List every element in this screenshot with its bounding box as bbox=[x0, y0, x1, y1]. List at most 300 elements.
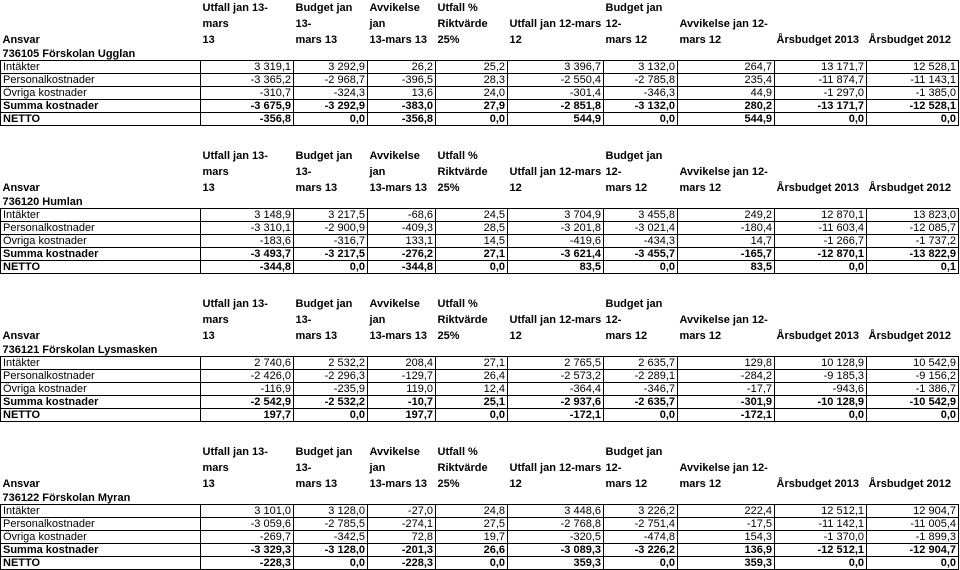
table-cell: 119,0 bbox=[368, 383, 436, 396]
unit-title: 736121 Förskolan Lysmasken bbox=[2, 344, 158, 356]
column-header-line: 13 bbox=[202, 34, 215, 46]
column-header bbox=[604, 148, 678, 196]
table-cell: -11 603,4 bbox=[775, 222, 867, 235]
row-label: Personalkostnader bbox=[1, 74, 201, 87]
column-header-line: mars 12 bbox=[605, 478, 648, 490]
table-row bbox=[1, 544, 959, 557]
column-header-line: 13 bbox=[202, 478, 215, 490]
table-cell: 0,0 bbox=[775, 261, 867, 274]
table-cell: 264,7 bbox=[678, 61, 775, 74]
table-cell: -12 870,1 bbox=[775, 248, 867, 261]
column-header-line: Budget jan 12- bbox=[605, 150, 663, 178]
table-cell: -228,3 bbox=[368, 557, 436, 570]
table-cell: -474,8 bbox=[604, 531, 678, 544]
table-cell: -3 226,2 bbox=[604, 544, 678, 557]
column-header bbox=[1, 444, 201, 492]
table-cell: -2 296,3 bbox=[294, 370, 368, 383]
row-label: Personalkostnader bbox=[1, 222, 201, 235]
column-header-line: Utfall jan 12-mars bbox=[509, 166, 602, 178]
column-header-line: mars 12 bbox=[605, 34, 648, 46]
header-row bbox=[1, 0, 959, 48]
table-cell: 28,3 bbox=[436, 74, 508, 87]
column-header bbox=[201, 296, 294, 344]
table-cell: 3 132,0 bbox=[604, 61, 678, 74]
table-cell: -3 132,0 bbox=[604, 100, 678, 113]
column-header bbox=[436, 0, 508, 48]
column-header bbox=[678, 0, 775, 48]
unit-section bbox=[0, 444, 960, 570]
table-cell: -3 059,6 bbox=[201, 518, 294, 531]
table-cell: 26,2 bbox=[368, 61, 436, 74]
column-header bbox=[775, 148, 867, 196]
row-label: NETTO bbox=[1, 261, 201, 274]
table-cell: -2 426,0 bbox=[201, 370, 294, 383]
table-cell: -12 904,7 bbox=[867, 544, 959, 557]
table-cell: -13 822,9 bbox=[867, 248, 959, 261]
table-cell: -943,6 bbox=[775, 383, 867, 396]
table-cell: -3 329,3 bbox=[201, 544, 294, 557]
column-header-line: 13-mars 13 bbox=[369, 34, 427, 46]
table-cell: -276,2 bbox=[368, 248, 436, 261]
table-cell: 0,0 bbox=[604, 113, 678, 126]
table-cell: 154,3 bbox=[678, 531, 775, 544]
table-cell: 0,0 bbox=[775, 557, 867, 570]
column-header-line: Budget jan 12- bbox=[605, 298, 663, 326]
unit-title-row bbox=[1, 196, 959, 209]
table-cell: -10,7 bbox=[368, 396, 436, 409]
table-cell: -2 937,6 bbox=[508, 396, 604, 409]
table-cell: -364,4 bbox=[508, 383, 604, 396]
column-header-line: Budget jan 13- bbox=[295, 2, 353, 30]
table-cell: 24,8 bbox=[436, 505, 508, 518]
table-cell: 235,4 bbox=[678, 74, 775, 87]
table-cell: 2 765,5 bbox=[508, 357, 604, 370]
column-header-line: mars 13 bbox=[295, 182, 338, 194]
unit-title: 736120 Humlan bbox=[2, 196, 83, 208]
table-cell: -201,3 bbox=[368, 544, 436, 557]
column-header-line: 13 bbox=[202, 182, 215, 194]
table-cell: 13 823,0 bbox=[867, 209, 959, 222]
row-label: Personalkostnader bbox=[1, 518, 201, 531]
column-header-line: Avvikelse jan 12- bbox=[679, 462, 768, 474]
row-label: Intäkter bbox=[1, 61, 201, 74]
table-cell: 280,2 bbox=[678, 100, 775, 113]
table-cell: -274,1 bbox=[368, 518, 436, 531]
table-cell: -17,7 bbox=[678, 383, 775, 396]
table-cell: 3 319,1 bbox=[201, 61, 294, 74]
table-cell: -180,4 bbox=[678, 222, 775, 235]
table-cell: 0,0 bbox=[294, 113, 368, 126]
table-cell: 10 128,9 bbox=[775, 357, 867, 370]
table-cell: 2 740,6 bbox=[201, 357, 294, 370]
table-cell: 0,0 bbox=[436, 261, 508, 274]
table-row bbox=[1, 100, 959, 113]
table-cell: 25,1 bbox=[436, 396, 508, 409]
table-cell: -1 899,3 bbox=[867, 531, 959, 544]
table-cell: 12 904,7 bbox=[867, 505, 959, 518]
column-header-line: Ansvar bbox=[2, 34, 40, 46]
table-row bbox=[1, 113, 959, 126]
table-cell: 0,0 bbox=[294, 261, 368, 274]
section-gap bbox=[0, 274, 960, 296]
column-header-line: mars 13 bbox=[295, 330, 338, 342]
column-header bbox=[436, 444, 508, 492]
unit-section bbox=[0, 148, 960, 274]
row-label: Intäkter bbox=[1, 357, 201, 370]
table-cell: -3 089,3 bbox=[508, 544, 604, 557]
table-cell: -301,9 bbox=[678, 396, 775, 409]
table-cell: -3 455,7 bbox=[604, 248, 678, 261]
table-cell: -316,7 bbox=[294, 235, 368, 248]
table-cell: -129,7 bbox=[368, 370, 436, 383]
table-cell: -11 874,7 bbox=[775, 74, 867, 87]
table-cell: 359,3 bbox=[508, 557, 604, 570]
table-cell: -228,3 bbox=[201, 557, 294, 570]
column-header-line: mars 13 bbox=[295, 34, 338, 46]
table-cell: 12 870,1 bbox=[775, 209, 867, 222]
column-header-line: 13-mars 13 bbox=[369, 182, 427, 194]
column-header bbox=[294, 148, 368, 196]
table-cell: 12,4 bbox=[436, 383, 508, 396]
table-cell: -3 217,5 bbox=[294, 248, 368, 261]
unit-table bbox=[0, 296, 959, 422]
row-label: Summa kostnader bbox=[1, 248, 201, 261]
section-gap bbox=[0, 126, 960, 148]
column-header-line: 12 bbox=[509, 478, 522, 490]
row-label: Övriga kostnader bbox=[1, 87, 201, 100]
column-header bbox=[508, 444, 604, 492]
table-cell: 24,0 bbox=[436, 87, 508, 100]
column-header-line: Ansvar bbox=[2, 330, 40, 342]
table-cell: -10 128,9 bbox=[775, 396, 867, 409]
column-header-line: Utfall jan 12-mars bbox=[509, 462, 602, 474]
table-cell: 544,9 bbox=[508, 113, 604, 126]
table-cell: -344,8 bbox=[368, 261, 436, 274]
row-label: NETTO bbox=[1, 113, 201, 126]
column-header bbox=[867, 444, 959, 492]
column-header-line: Utfall jan 12-mars bbox=[509, 18, 602, 30]
table-cell: -1 266,7 bbox=[775, 235, 867, 248]
column-header-line: Utfall jan 12-mars bbox=[509, 314, 602, 326]
table-cell: 359,3 bbox=[678, 557, 775, 570]
column-header-line: 13-mars 13 bbox=[369, 478, 427, 490]
table-row bbox=[1, 409, 959, 422]
column-header bbox=[867, 148, 959, 196]
column-header bbox=[294, 0, 368, 48]
column-header-line: Utfall jan 13-mars bbox=[202, 298, 268, 326]
column-header-line: Riktvärde 25% bbox=[437, 18, 488, 46]
column-header-line: Riktvärde 25% bbox=[437, 166, 488, 194]
table-cell: 249,2 bbox=[678, 209, 775, 222]
header-row bbox=[1, 148, 959, 196]
column-header bbox=[436, 296, 508, 344]
column-header bbox=[867, 296, 959, 344]
table-cell: -320,5 bbox=[508, 531, 604, 544]
column-header-line: Budget jan 13- bbox=[295, 446, 353, 474]
table-cell: 14,7 bbox=[678, 235, 775, 248]
column-header-line: Årsbudget 2013 bbox=[776, 182, 860, 194]
table-cell: 197,7 bbox=[201, 409, 294, 422]
column-header bbox=[368, 444, 436, 492]
table-cell: 13 171,7 bbox=[775, 61, 867, 74]
table-cell: -3 128,0 bbox=[294, 544, 368, 557]
column-header-line: Utfall jan 13-mars bbox=[202, 150, 268, 178]
table-cell: 72,8 bbox=[368, 531, 436, 544]
column-header-line: mars 12 bbox=[679, 478, 722, 490]
unit-title-row bbox=[1, 48, 959, 61]
table-cell: -2 785,5 bbox=[294, 518, 368, 531]
table-cell: 0,0 bbox=[867, 113, 959, 126]
table-cell: -434,3 bbox=[604, 235, 678, 248]
column-header-line: 13-mars 13 bbox=[369, 330, 427, 342]
column-header bbox=[1, 148, 201, 196]
table-cell: -2 635,7 bbox=[604, 396, 678, 409]
table-row bbox=[1, 518, 959, 531]
table-cell: 208,4 bbox=[368, 357, 436, 370]
column-header bbox=[294, 296, 368, 344]
column-header-line: mars 12 bbox=[679, 182, 722, 194]
row-label: Intäkter bbox=[1, 209, 201, 222]
column-header bbox=[604, 296, 678, 344]
column-header-line: Budget jan 13- bbox=[295, 298, 353, 326]
table-cell: -2 542,9 bbox=[201, 396, 294, 409]
table-cell: -2 573,2 bbox=[508, 370, 604, 383]
column-header bbox=[1, 0, 201, 48]
column-header-line: mars 12 bbox=[679, 330, 722, 342]
table-cell: 133,1 bbox=[368, 235, 436, 248]
column-header-line: Årsbudget 2013 bbox=[776, 478, 860, 490]
table-cell: 222,4 bbox=[678, 505, 775, 518]
table-cell: -3 201,8 bbox=[508, 222, 604, 235]
table-cell: 3 455,8 bbox=[604, 209, 678, 222]
column-header-line: Avvikelse jan bbox=[369, 2, 420, 30]
table-cell: 10 542,9 bbox=[867, 357, 959, 370]
table-cell: 3 226,2 bbox=[604, 505, 678, 518]
unit-title-row bbox=[1, 492, 959, 505]
table-cell: -3 621,4 bbox=[508, 248, 604, 261]
table-cell: -1 370,0 bbox=[775, 531, 867, 544]
table-cell: -235,9 bbox=[294, 383, 368, 396]
table-cell: -2 751,4 bbox=[604, 518, 678, 531]
table-cell: 27,1 bbox=[436, 248, 508, 261]
column-header-line: Avvikelse jan bbox=[369, 150, 420, 178]
unit-table bbox=[0, 0, 959, 126]
table-cell: 25,2 bbox=[436, 61, 508, 74]
table-cell: -3 021,4 bbox=[604, 222, 678, 235]
column-header-line: Utfall % bbox=[437, 298, 478, 310]
table-cell: 129,8 bbox=[678, 357, 775, 370]
column-header bbox=[678, 296, 775, 344]
table-cell: -11 143,1 bbox=[867, 74, 959, 87]
table-cell: -12 528,1 bbox=[867, 100, 959, 113]
row-label: NETTO bbox=[1, 557, 201, 570]
table-cell: 27,1 bbox=[436, 357, 508, 370]
table-cell: -3 292,9 bbox=[294, 100, 368, 113]
table-cell: -68,6 bbox=[368, 209, 436, 222]
table-cell: -2 968,7 bbox=[294, 74, 368, 87]
table-cell: -356,8 bbox=[201, 113, 294, 126]
unit-title-row bbox=[1, 344, 959, 357]
table-cell: -9 156,2 bbox=[867, 370, 959, 383]
unit-section bbox=[0, 296, 960, 422]
column-header bbox=[508, 148, 604, 196]
column-header-line: Ansvar bbox=[2, 478, 40, 490]
table-cell: -284,2 bbox=[678, 370, 775, 383]
table-cell: 0,0 bbox=[867, 557, 959, 570]
column-header-line: Avvikelse jan bbox=[369, 298, 420, 326]
row-label: Övriga kostnader bbox=[1, 531, 201, 544]
column-header bbox=[368, 0, 436, 48]
column-header-line: mars 12 bbox=[605, 330, 648, 342]
column-header-line: Utfall % bbox=[437, 150, 478, 162]
table-cell: -396,5 bbox=[368, 74, 436, 87]
table-cell: 28,5 bbox=[436, 222, 508, 235]
table-row bbox=[1, 383, 959, 396]
table-row bbox=[1, 74, 959, 87]
column-header bbox=[775, 0, 867, 48]
table-cell: 3 148,9 bbox=[201, 209, 294, 222]
column-header-line: Årsbudget 2012 bbox=[868, 182, 952, 194]
column-header-line: Budget jan 12- bbox=[605, 446, 663, 474]
table-cell: -3 310,1 bbox=[201, 222, 294, 235]
table-row bbox=[1, 87, 959, 100]
table-cell: -172,1 bbox=[678, 409, 775, 422]
table-cell: -1 386,7 bbox=[867, 383, 959, 396]
table-cell: -310,7 bbox=[201, 87, 294, 100]
table-cell: 0,0 bbox=[775, 409, 867, 422]
table-cell: 0,0 bbox=[604, 409, 678, 422]
table-cell: 0,1 bbox=[867, 261, 959, 274]
table-cell: -165,7 bbox=[678, 248, 775, 261]
table-cell: 3 101,0 bbox=[201, 505, 294, 518]
column-header-line: Utfall jan 13-mars bbox=[202, 446, 268, 474]
column-header bbox=[604, 0, 678, 48]
table-cell: 0,0 bbox=[436, 113, 508, 126]
table-cell: 0,0 bbox=[604, 261, 678, 274]
table-cell: -9 185,3 bbox=[775, 370, 867, 383]
unit-table bbox=[0, 148, 959, 274]
table-cell: 0,0 bbox=[294, 409, 368, 422]
header-row bbox=[1, 444, 959, 492]
table-cell: -2 289,1 bbox=[604, 370, 678, 383]
table-cell: -342,5 bbox=[294, 531, 368, 544]
table-row bbox=[1, 209, 959, 222]
column-header bbox=[368, 296, 436, 344]
table-cell: 83,5 bbox=[678, 261, 775, 274]
table-cell: -12 085,7 bbox=[867, 222, 959, 235]
table-cell: 44,9 bbox=[678, 87, 775, 100]
table-row bbox=[1, 261, 959, 274]
table-cell: -183,6 bbox=[201, 235, 294, 248]
table-cell: 27,5 bbox=[436, 518, 508, 531]
table-cell: -11 142,1 bbox=[775, 518, 867, 531]
unit-title: 736105 Förskolan Ugglan bbox=[2, 48, 136, 60]
table-cell: 83,5 bbox=[508, 261, 604, 274]
table-cell: -324,3 bbox=[294, 87, 368, 100]
column-header-line: Avvikelse jan 12- bbox=[679, 166, 768, 178]
table-cell: 2 532,2 bbox=[294, 357, 368, 370]
table-row bbox=[1, 61, 959, 74]
column-header-line: Utfall jan 13-mars bbox=[202, 2, 268, 30]
column-header-line: Årsbudget 2013 bbox=[776, 330, 860, 342]
table-cell: -2 785,8 bbox=[604, 74, 678, 87]
table-row bbox=[1, 505, 959, 518]
table-cell: -172,1 bbox=[508, 409, 604, 422]
table-cell: -356,8 bbox=[368, 113, 436, 126]
column-header bbox=[508, 296, 604, 344]
row-label: Summa kostnader bbox=[1, 544, 201, 557]
column-header bbox=[436, 148, 508, 196]
header-row bbox=[1, 296, 959, 344]
column-header bbox=[201, 0, 294, 48]
row-label: Övriga kostnader bbox=[1, 235, 201, 248]
row-label: Summa kostnader bbox=[1, 396, 201, 409]
table-row bbox=[1, 235, 959, 248]
table-cell: 3 448,6 bbox=[508, 505, 604, 518]
table-cell: 3 217,5 bbox=[294, 209, 368, 222]
column-header-line: Årsbudget 2012 bbox=[868, 478, 952, 490]
column-header bbox=[775, 444, 867, 492]
column-header-line: Avvikelse jan 12- bbox=[679, 18, 768, 30]
column-header bbox=[508, 0, 604, 48]
table-cell: 14,5 bbox=[436, 235, 508, 248]
column-header-line: 13 bbox=[202, 330, 215, 342]
column-header-line: Budget jan 13- bbox=[295, 150, 353, 178]
column-header-line: Årsbudget 2012 bbox=[868, 34, 952, 46]
column-header bbox=[201, 148, 294, 196]
column-header bbox=[294, 444, 368, 492]
row-label: NETTO bbox=[1, 409, 201, 422]
column-header-line: Avvikelse jan bbox=[369, 446, 420, 474]
row-label: Övriga kostnader bbox=[1, 383, 201, 396]
column-header-line: Utfall % bbox=[437, 2, 478, 14]
column-header-line: mars 12 bbox=[679, 34, 722, 46]
table-cell: -2 550,4 bbox=[508, 74, 604, 87]
table-row bbox=[1, 222, 959, 235]
table-cell: 197,7 bbox=[368, 409, 436, 422]
table-row bbox=[1, 248, 959, 261]
row-label: Summa kostnader bbox=[1, 100, 201, 113]
table-cell: -346,3 bbox=[604, 87, 678, 100]
table-cell: 0,0 bbox=[294, 557, 368, 570]
column-header bbox=[201, 444, 294, 492]
column-header-line: mars 13 bbox=[295, 478, 338, 490]
table-row bbox=[1, 557, 959, 570]
table-cell: 3 128,0 bbox=[294, 505, 368, 518]
column-header-line: Årsbudget 2013 bbox=[776, 34, 860, 46]
column-header-line: Riktvärde 25% bbox=[437, 462, 488, 490]
table-cell: -1 737,2 bbox=[867, 235, 959, 248]
table-cell: 0,0 bbox=[867, 409, 959, 422]
column-header-line: Budget jan 12- bbox=[605, 2, 663, 30]
table-cell: -27,0 bbox=[368, 505, 436, 518]
table-cell: -346,7 bbox=[604, 383, 678, 396]
column-header bbox=[678, 148, 775, 196]
column-header bbox=[368, 148, 436, 196]
table-cell: -1 297,0 bbox=[775, 87, 867, 100]
table-cell: 2 635,7 bbox=[604, 357, 678, 370]
column-header-line: Årsbudget 2012 bbox=[868, 330, 952, 342]
table-cell: -11 005,4 bbox=[867, 518, 959, 531]
unit-section bbox=[0, 0, 960, 126]
table-cell: -2 532,2 bbox=[294, 396, 368, 409]
row-label: Personalkostnader bbox=[1, 370, 201, 383]
row-label: Intäkter bbox=[1, 505, 201, 518]
table-cell: -419,6 bbox=[508, 235, 604, 248]
table-cell: 24,5 bbox=[436, 209, 508, 222]
table-cell: 544,9 bbox=[678, 113, 775, 126]
table-cell: -269,7 bbox=[201, 531, 294, 544]
